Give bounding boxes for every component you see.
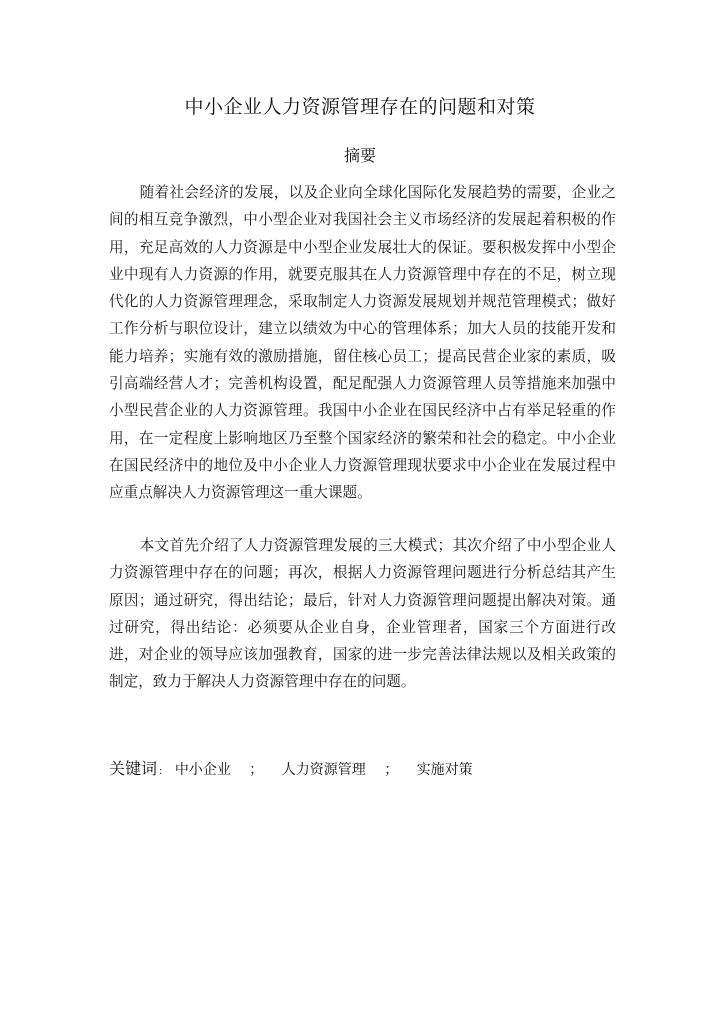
abstract-paragraph-1: 随着社会经济的发展，以及企业向全球化国际化发展趋势的需要，企业之间的相互竞争激烈，中小型企业对我国社会主义市场经济的发展起着积极的作用，充足高效的人力资源是中小型企业发展壮大的保证。要积极发挥中小型企业中现有人力资源的作用，就要克服其在人力资源管理中存在的不足，树立现代化的人力资源管理理念，采取制定人力资源发展规划并规范管理模式；做好工作分析与职位设计，建立以绩效为中心的管理体系；加大人员的技能开发和能力培养；实施有效的激励措施，留住核心员工；提高民营企业家的素质，吸引高端经营人才；完善机构设置，配足配强人力资源管理人员等措施来加强中小型民营企业的人力资源管理。我国中小企业在国民经济中占有举足轻重的作用，在一定程度上影响地区乃至整个国家经济的繁荣和社会的稳定。中小企业在国民经济中的地位及中小企业人力资源管理现状要求中小企业在发展过程中应重点解决人力资源管理这一重大课题。 [109, 184, 616, 502]
keyword-separator: ； [384, 762, 399, 778]
keywords-line [109, 756, 629, 779]
keyword-separator: ； [249, 762, 264, 778]
keyword-item: 人力资源管理 [281, 762, 366, 778]
abstract-paragraph-2: 本文首先介绍了人力资源管理发展的三大模式；其次介绍了中小型企业人力资源管理中存在的问题；再次，根据人力资源管理问题进行分析总结其产生原因；通过研究，得出结论；最后，针对人力资源管理问题提出解决对策。通过研究，得出结论：必须要从企业自身，企业管理者，国家三个方面进行改进，对企业的领导应该加强教育，国家的进一步完善法律法规以及相关政策的制定，致力于解决人力资源管理中存在的问题。 [109, 537, 616, 691]
document-title: 中小企业人力资源管理存在的问题和对策 [184, 96, 536, 118]
keywords-label: 关键词 [109, 759, 158, 778]
keywords-colon: : [159, 766, 163, 777]
keyword-item: 实施对策 [416, 762, 473, 778]
abstract-heading: 摘要 [343, 146, 376, 165]
keyword-item: 中小企业 [174, 762, 231, 778]
